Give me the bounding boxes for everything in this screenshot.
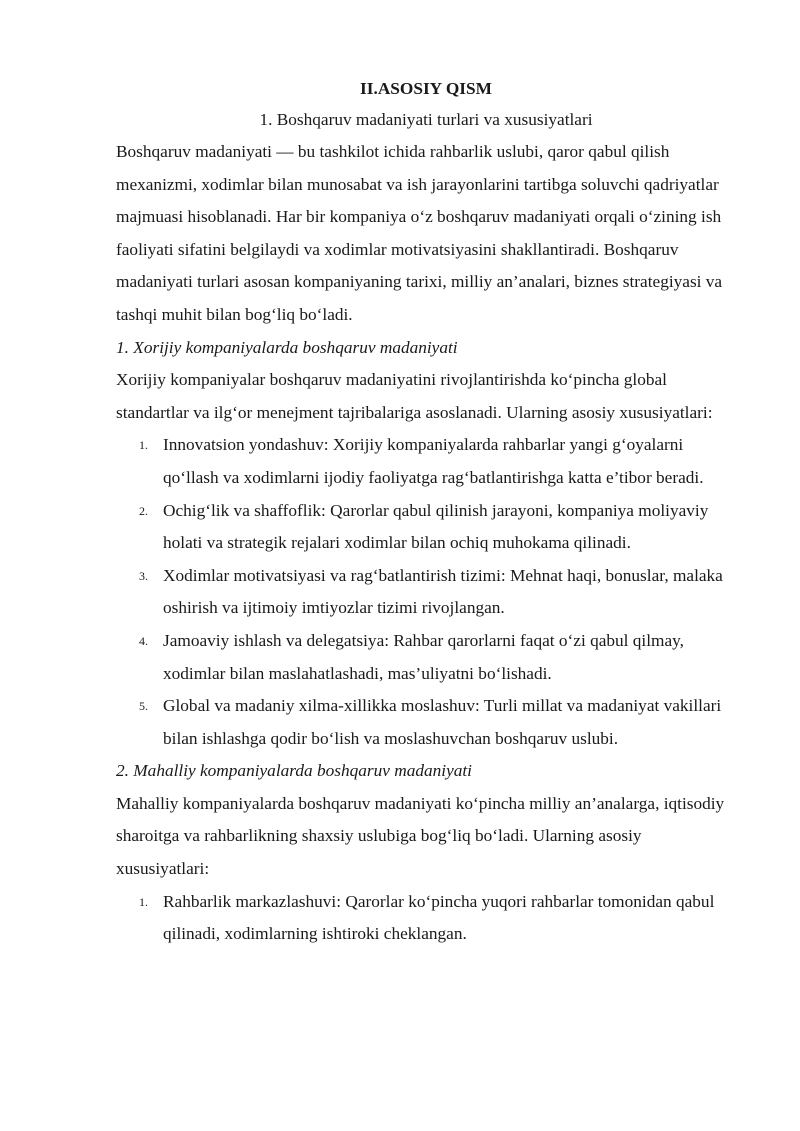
document-page — [116, 74, 736, 951]
list-item — [116, 886, 736, 951]
list-item — [116, 560, 736, 625]
list-item-text: Global va madaniy xilma-xillikka moslashuv: Turli millat va madaniyat vakillari bilan ishlashga qodir bo‘lish va moslashuvchan boshqaruv uslubi. — [163, 696, 722, 748]
list-item-number: 4. — [139, 633, 148, 648]
list-item-number: 5. — [139, 699, 148, 714]
list-item-number: 2. — [139, 503, 148, 518]
section-text-foreign: Xorijiy kompaniyalar boshqaruv madaniyatini rivojlantirishda ko‘pincha global standartlar va ilg‘or menejment tajribalariga asoslanadi. Ularning asosiy xususiyatlari: — [116, 370, 713, 422]
page-heading: II.ASOSIY QISM — [360, 79, 492, 98]
list-item — [116, 690, 736, 755]
list-item — [116, 429, 736, 494]
list-item-text: Xodimlar motivatsiyasi va rag‘batlantirish tizimi: Mehnat haqi, bonuslar, malaka oshirish va ijtimoiy imtiyozlar tizimi rivojlangan. — [163, 565, 723, 618]
chapter-subheading: 1. Boshqaruv madaniyati turlari va xususiyatlari — [259, 110, 593, 129]
section-title-local: 2. Mahalliy kompaniyalarda boshqaruv madaniyati — [116, 761, 472, 781]
list-item-text: Innovatsion yondashuv: Xorijiy kompaniyalarda rahbarlar yangi g‘oyalarni qo‘llash va xodimlarni ijodiy faoliyatga rag‘batlantirishga katta e’tibor beradi. — [163, 435, 704, 487]
intro-paragraph: Boshqaruv madaniyati — bu tashkilot ichida rahbarlik uslubi, qaror qabul qilish mexanizmi, xodimlar bilan munosabat va ish jarayonlarini tartibga soluvchi qadriyatlar majmuasi hisoblanadi. Har bir kompaniya o‘z boshqaruv madaniyati orqali o‘zining ish faoliyati sifatini belgilaydi va xodimlar motivatsiyasini shakllantiradi. Boshqaruv madaniyati turlari asosan kompaniyaning tarixi, milliy an’analari, biznes strategiyasi va tashqi muhit bilan bog‘liq bo‘ladi. — [116, 142, 723, 324]
local-features-list — [116, 886, 736, 951]
list-item — [116, 625, 736, 690]
list-item-text: Jamoaviy ishlash va delegatsiya: Rahbar qarorlarni faqat o‘zi qabul qilmay, xodimlar bilan maslahatlashadi, mas’uliyatni bo‘lishadi. — [163, 630, 684, 683]
list-item-text: Rahbarlik markazlashuvi: Qarorlar ko‘pincha yuqori rahbarlar tomonidan qabul qilinadi, xodimlarning ishtiroki cheklangan. — [163, 891, 715, 944]
list-item-number: 1. — [139, 438, 148, 453]
section-title-foreign: 1. Xorijiy kompaniyalarda boshqaruv madaniyati — [116, 337, 458, 357]
section-text-local: Mahalliy kompaniyalarda boshqaruv madaniyati ko‘pincha milliy an’analarga, iqtisodiy sharoitga va rahbarlikning shaxsiy uslubiga bog‘liq bo‘ladi. Ularning asosiy xususiyatlari: — [116, 793, 725, 879]
list-item — [116, 495, 736, 560]
list-item-number: 3. — [139, 568, 148, 583]
list-item-number: 1. — [139, 894, 148, 909]
list-item-text: Ochig‘lik va shaffoflik: Qarorlar qabul qilinish jarayoni, kompaniya moliyaviy holati va strategik rejalari xodimlar bilan ochiq muhokama qilinadi. — [163, 500, 709, 553]
foreign-features-list — [116, 429, 736, 755]
